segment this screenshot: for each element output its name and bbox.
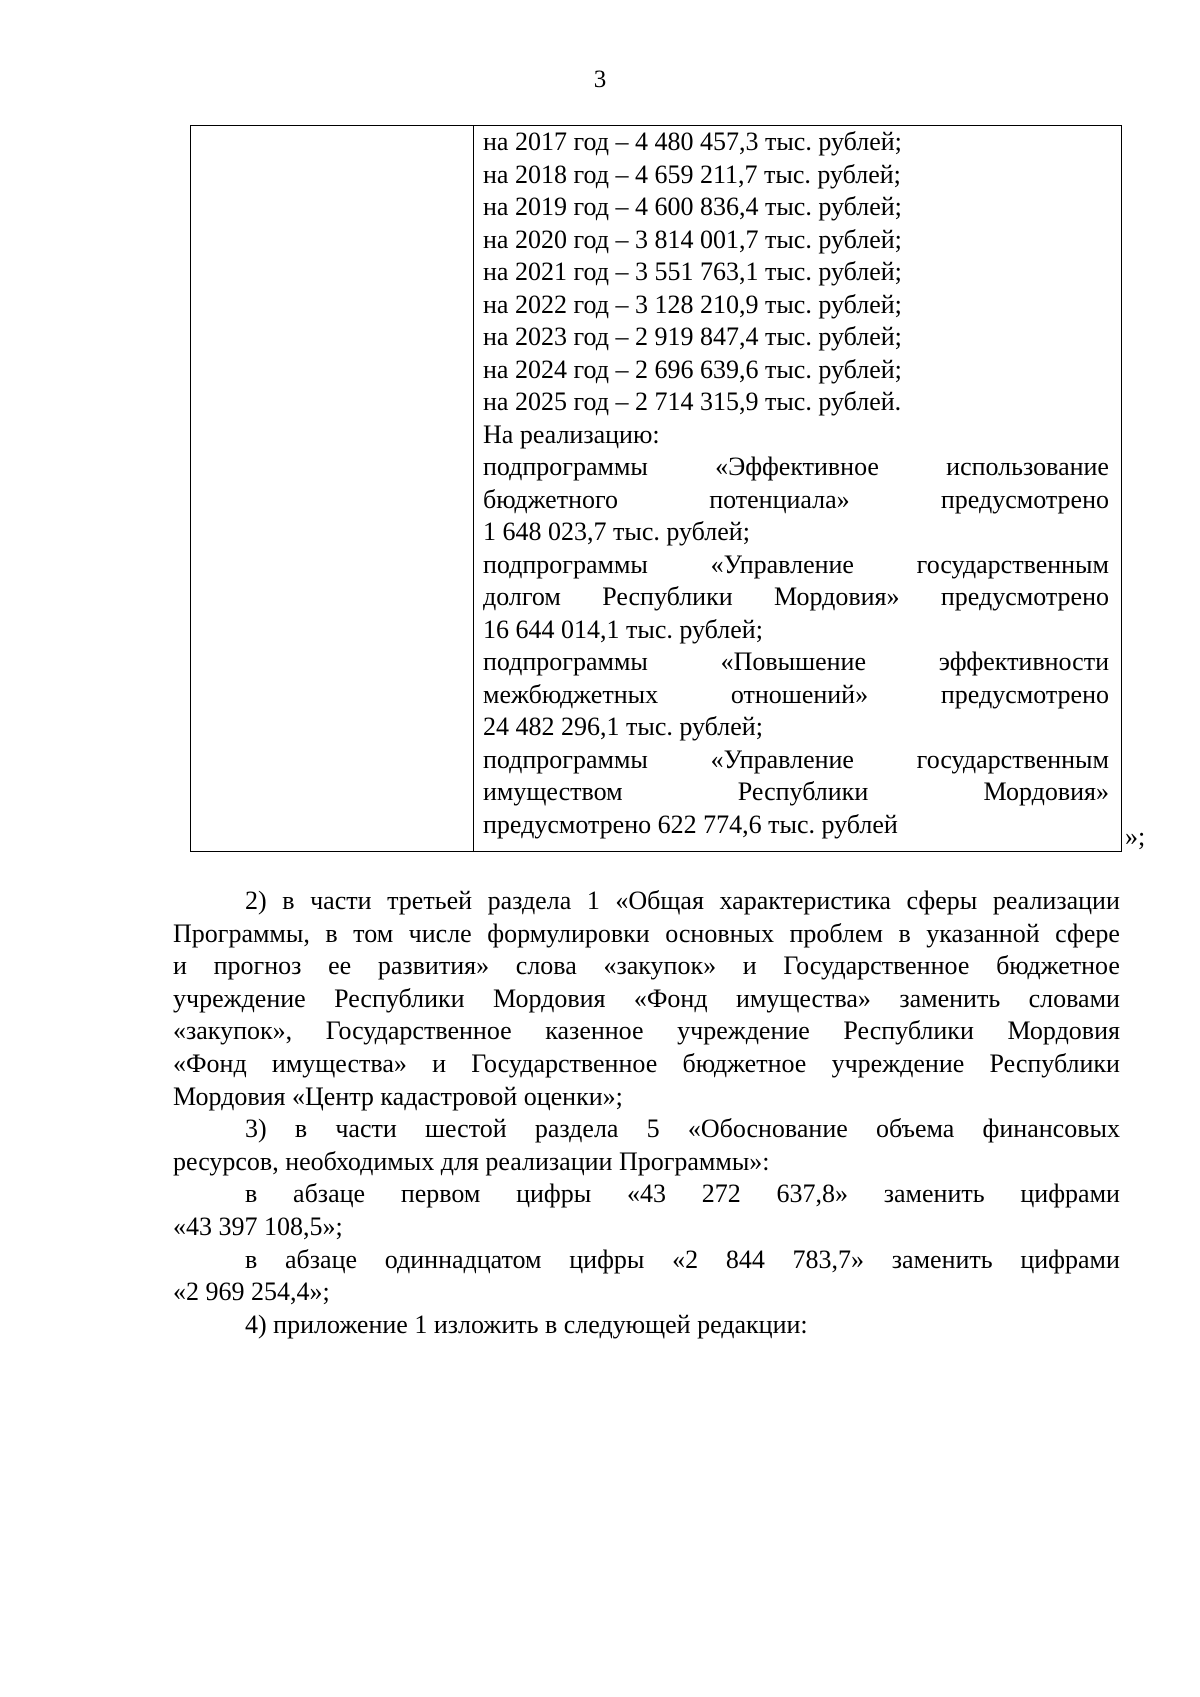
word: раздела [487,886,572,915]
word: в [245,1244,258,1274]
year-line-2022: на 2022 год – 3 128 210,9 тыс. рублей; [483,289,902,319]
word: цифры [516,1179,592,1209]
word: в [282,886,295,915]
subprogram-1-amount: 1 648 023,7 тыс. рублей; [483,517,750,546]
word: характеристика [719,886,891,915]
word: третьей [387,886,473,915]
word: Республики [989,1048,1120,1078]
word: объема [875,1114,955,1144]
item-2-line-6 [173,1048,1120,1081]
year-line-2020: на 2020 год – 3 814 001,7 тыс. рублей; [483,224,902,254]
program-funding-table [190,125,1122,852]
word: Программы, [173,918,310,948]
word: раздела [534,1114,619,1144]
word: учреждение [831,1048,965,1078]
item-2-line-7: Мордовия «Центр кадастровой оценки»; [173,1081,623,1111]
word: слова [515,951,577,981]
word: подпрограммы [483,452,648,481]
word: Государственное [325,1016,512,1046]
word: сфере [1055,918,1120,948]
year-line-2025: на 2025 год – 2 714 315,9 тыс. рублей. [483,387,902,416]
word: 5 [646,1114,660,1144]
word: Мордовия» [774,582,900,611]
word: казенное [545,1016,644,1046]
word: «Фонд [173,1048,247,1078]
word: «2 [672,1244,699,1274]
year-line-2019: на 2019 год – 4 600 836,4 тыс. рублей; [483,192,902,221]
word: 272 [701,1179,741,1209]
word: имуществом [483,777,623,806]
word: предусмотрено [940,484,1109,514]
item-2-line-3 [173,950,1120,983]
sub-2-line-2: «2 969 254,4»; [173,1277,330,1307]
word: «43 [627,1179,666,1209]
word: подпрограммы [483,549,648,579]
word: государственным [916,744,1109,774]
closing-quote: »; [1125,822,1146,851]
word: подпрограммы [483,744,648,774]
word: «Фонд [633,983,708,1013]
word: основных [665,918,774,948]
funding-cell [483,126,1109,841]
word: межбюджетных [483,679,659,709]
word: Государственное [783,951,970,981]
word: Мордовия [492,983,606,1013]
word: бюджетное [996,951,1120,981]
word: Республики [334,983,465,1013]
word: и [173,951,187,981]
word: «закупок» [603,951,717,981]
word: абзаце [293,1179,366,1209]
word: долгом [483,582,561,611]
word: заменить [891,1244,993,1274]
word: имущества» [735,983,871,1013]
word: финансовых [982,1114,1120,1144]
word: «Управление [710,549,854,579]
word: 3) [245,1114,267,1144]
item-2-line-4 [173,983,1120,1016]
word: и [432,1048,447,1078]
sub-1-line-2: «43 397 108,5»; [173,1211,343,1241]
word: ее [328,951,352,981]
page-number: 3 [593,66,607,93]
word: том [353,918,394,948]
word: части [335,1114,397,1144]
word: словами [1028,983,1120,1013]
word: шестой [424,1114,507,1144]
item-2-line-5 [173,1015,1120,1048]
word: подпрограммы [483,647,648,676]
word: реализации [992,886,1120,915]
word: государственным [916,549,1109,579]
word: «Эффективное [715,452,879,481]
word: отношений» [730,679,869,709]
word: предусмотрено [940,679,1109,709]
word: первом [400,1179,481,1209]
word: «Управление [710,744,854,774]
word: Республики [602,582,733,611]
subprogram-3-amount: 24 482 296,1 тыс. рублей; [483,712,763,741]
item-3-line-2: ресурсов, необходимых для реализации Программы»: [173,1146,770,1176]
item-3-line-1 [173,1113,1120,1146]
word: эффективности [938,647,1109,676]
word: 1 [586,886,600,915]
word: сферы [906,886,978,915]
word: в [325,918,338,948]
word: Мордовия» [983,777,1109,806]
word: учреждение [173,983,306,1013]
word: Республики [737,777,869,806]
word: в [898,918,911,948]
word: цифрами [1020,1244,1120,1274]
subprogram-3-line-1 [483,646,1109,679]
subprogram-4-line-1 [483,744,1109,777]
item-4-line: 4) приложение 1 изложить в следующей редакции: [245,1309,808,1339]
word: в [245,1179,258,1209]
word: предусмотрено [940,582,1109,611]
word: части [310,886,372,915]
word: заменить [899,983,1001,1013]
word: заменить [883,1179,985,1209]
subprogram-2-line-1 [483,549,1109,582]
word: развития» [377,951,490,981]
word: «закупок», [173,1016,293,1046]
word: Государственное [471,1048,658,1078]
word: учреждение [677,1016,810,1046]
year-line-2018: на 2018 год – 4 659 211,7 тыс. рублей; [483,159,901,189]
implementation-intro: На реализацию: [483,419,660,449]
sub-1-line-1 [173,1178,1120,1211]
word: формулировки [487,918,650,948]
subprogram-1-line-2 [483,484,1109,517]
year-line-2023: на 2023 год – 2 919 847,4 тыс. рублей; [483,322,902,351]
word: бюджетное [682,1048,807,1078]
subprogram-2-line-2 [483,581,1109,614]
subprogram-4-line-2 [483,776,1109,809]
word: 2) [245,886,267,915]
word: числе [408,918,472,948]
year-line-2017: на 2017 год – 4 480 457,3 тыс. рублей; [483,127,902,156]
word: абзаце [285,1244,358,1274]
word: 844 [725,1244,765,1274]
subprogram-3-line-2 [483,679,1109,712]
word: цифры [569,1244,645,1274]
item-2-line-1 [173,885,1120,918]
amendments-text [173,885,1120,1341]
year-line-2021: на 2021 год – 3 551 763,1 тыс. рублей; [483,257,902,286]
word: «Обоснование [687,1114,848,1144]
word: указанной [926,918,1040,948]
word: Республики [843,1016,974,1046]
word: 783,7» [792,1244,865,1274]
word: одиннадцатом [384,1244,542,1274]
item-2-line-2 [173,918,1120,951]
word: Мордовия [1007,1016,1120,1046]
sub-2-line-1 [173,1244,1120,1277]
word: имущества» [271,1048,407,1078]
subprogram-4-amount: предусмотрено 622 774,6 тыс. рублей [483,809,898,839]
word: цифрами [1020,1179,1120,1209]
word: 637,8» [776,1179,848,1209]
year-line-2024: на 2024 год – 2 696 639,6 тыс. рублей; [483,354,902,384]
word: «Общая [615,886,704,915]
subprogram-2-amount: 16 644 014,1 тыс. рублей; [483,614,763,644]
table-column-divider [473,126,474,851]
word: использование [946,452,1109,481]
word: проблем [789,918,883,948]
word: потенциала» [709,484,850,514]
word: «Повышение [720,647,867,676]
subprogram-1-line-1 [483,451,1109,484]
word: и [742,951,757,981]
word: бюджетного [483,484,619,514]
word: в [294,1114,308,1144]
word: прогноз [213,951,302,981]
